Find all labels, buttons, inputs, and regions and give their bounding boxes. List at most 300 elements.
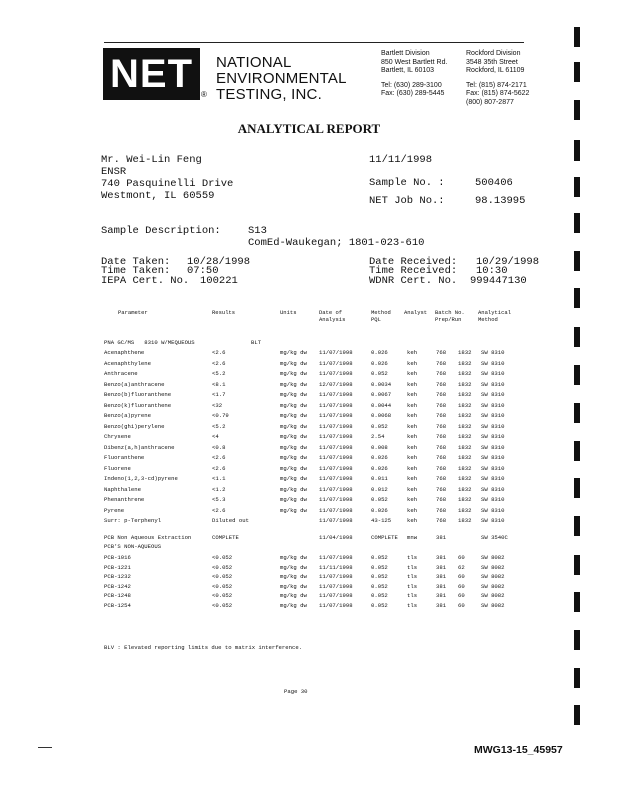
time-received-label: Time Received: bbox=[369, 265, 458, 277]
cell-parameter: Fluoranthene bbox=[104, 454, 145, 461]
cell-parameter: Surr: p-Terphenyl bbox=[104, 517, 162, 524]
margin-mark bbox=[574, 251, 580, 271]
cell-analyst: tls bbox=[407, 602, 418, 609]
cell-batch-prep: 768 bbox=[436, 506, 447, 514]
cell-analytical: SW 8310 bbox=[481, 380, 505, 388]
cell-result: <0.052 bbox=[212, 554, 233, 561]
cell-parameter: Fluorene bbox=[104, 464, 131, 472]
cell-result: <2.6 bbox=[212, 359, 226, 367]
sample-desc: S13 bbox=[248, 225, 267, 237]
cell-analytical: SW 8082 bbox=[481, 554, 505, 561]
office-name: Rockford Division bbox=[466, 50, 521, 57]
cell-units: mg/kg dw bbox=[280, 422, 307, 430]
col-results: Results bbox=[212, 309, 236, 316]
cell-date: 11/11/1998 bbox=[319, 563, 353, 571]
margin-mark bbox=[574, 555, 580, 575]
cell-batch-prep: 768 bbox=[436, 475, 447, 482]
cell-units: mg/kg dw bbox=[280, 602, 307, 609]
cell-method: 0.052 bbox=[371, 554, 388, 561]
registered-mark: ® bbox=[201, 90, 207, 99]
cell-batch-run: 60 bbox=[458, 573, 465, 581]
cell-method: 0.052 bbox=[371, 563, 388, 571]
cell-method: 0.052 bbox=[371, 370, 388, 377]
cell-method: 0.026 bbox=[371, 464, 388, 472]
cell-parameter: PCB-1232 bbox=[104, 573, 131, 581]
table-row bbox=[0, 486, 618, 495]
cell-method: 0.052 bbox=[371, 422, 388, 430]
cell-batch-prep: 768 bbox=[436, 349, 447, 356]
cell-analyst: keh bbox=[407, 475, 418, 482]
table-row bbox=[0, 349, 618, 358]
cell-analytical: SW 8310 bbox=[481, 412, 505, 419]
cell-analyst: keh bbox=[407, 412, 418, 419]
sample-no-label: Sample No. : bbox=[369, 177, 445, 189]
header-rule bbox=[104, 42, 524, 43]
cell-date: 11/07/1998 bbox=[319, 401, 353, 409]
col-analyst: Analyst bbox=[404, 309, 428, 316]
cell-parameter: Benzo(a)anthracene bbox=[104, 380, 165, 388]
cell-batch-run: 1832 bbox=[458, 443, 472, 451]
cell-analytical: SW 8082 bbox=[481, 563, 505, 571]
cell-units: mg/kg dw bbox=[280, 349, 307, 356]
cell-units: mg/kg dw bbox=[280, 464, 307, 472]
cell-date: 11/07/1998 bbox=[319, 349, 353, 356]
cell-units: mg/kg dw bbox=[280, 359, 307, 367]
client-street: 740 Pasquinelli Drive bbox=[101, 178, 234, 190]
cell-date: 11/04/1998 bbox=[319, 534, 353, 541]
cell-parameter: Benzo(k)fluoranthene bbox=[104, 401, 172, 409]
cell-batch-prep: 768 bbox=[436, 380, 447, 388]
margin-mark bbox=[574, 630, 580, 650]
cell-analytical: SW 8310 bbox=[481, 517, 505, 524]
cell-method: 0.026 bbox=[371, 506, 388, 514]
cell-analyst: keh bbox=[407, 464, 418, 472]
cell-parameter: Dibenz(a,h)anthracene bbox=[104, 443, 175, 451]
cell-method: 0.026 bbox=[371, 454, 388, 461]
cell-batch-run: 1832 bbox=[458, 380, 472, 388]
cell-analyst: keh bbox=[407, 517, 418, 524]
cell-method: COMPLETE bbox=[371, 534, 398, 541]
margin-mark bbox=[574, 441, 580, 461]
cell-analytical: SW 8082 bbox=[481, 592, 505, 600]
table-row bbox=[0, 433, 618, 442]
cell-units: mg/kg dw bbox=[280, 506, 307, 514]
cell-parameter: Acenaphthene bbox=[104, 349, 145, 356]
cell-result: <0.052 bbox=[212, 602, 233, 609]
cell-analyst: keh bbox=[407, 506, 418, 514]
cell-analyst: keh bbox=[407, 454, 418, 461]
sample-no: 500406 bbox=[475, 177, 513, 189]
cell-method: 0.008 bbox=[371, 443, 388, 451]
cell-result: COMPLETE bbox=[212, 534, 239, 541]
cell-analyst: keh bbox=[407, 401, 418, 409]
table-row bbox=[0, 507, 618, 516]
office-tel: Tel: (815) 874-2171 bbox=[466, 81, 527, 89]
col-date: Date of Analysis bbox=[319, 309, 346, 323]
cell-batch-run: 1832 bbox=[458, 401, 472, 409]
cell-analyst: keh bbox=[407, 485, 418, 493]
cell-analyst: keh bbox=[407, 422, 418, 430]
col-method: Method PQL bbox=[371, 309, 391, 323]
table-row bbox=[0, 573, 618, 582]
cell-method: 0.052 bbox=[371, 582, 388, 590]
cell-result: <8.1 bbox=[212, 380, 226, 388]
cell-batch-run: 1832 bbox=[458, 433, 472, 440]
table-row bbox=[0, 465, 618, 474]
time-taken-label: Time Taken: bbox=[101, 265, 171, 277]
cell-units: mg/kg dw bbox=[280, 582, 307, 590]
cell-analytical: SW 8082 bbox=[481, 573, 505, 581]
company-name-line-2: ENVIRONMENTAL bbox=[216, 70, 347, 87]
cell-analyst: keh bbox=[407, 496, 418, 503]
cell-batch-prep: 381 bbox=[436, 534, 447, 541]
cell-batch-prep: 768 bbox=[436, 464, 447, 472]
office-city: Rockford, IL 61109 bbox=[466, 67, 525, 74]
cell-method: 0.026 bbox=[371, 359, 388, 367]
cell-result: <2.6 bbox=[212, 454, 226, 461]
col-units: Units bbox=[280, 309, 297, 316]
cell-batch-prep: 768 bbox=[436, 496, 447, 503]
table-row bbox=[0, 517, 618, 526]
cell-result: <0.8 bbox=[212, 443, 226, 451]
client-name: Mr. Wei-Lin Feng bbox=[101, 154, 202, 166]
time-taken: 07:50 bbox=[187, 265, 219, 277]
cell-batch-prep: 768 bbox=[436, 443, 447, 451]
office-bartlett bbox=[381, 50, 447, 99]
cell-parameter: Benzo(ghi)perylene bbox=[104, 422, 165, 430]
iepa-label: IEPA Cert. No. bbox=[101, 275, 190, 287]
cell-analyst: keh bbox=[407, 359, 418, 367]
cell-analytical: SW 3540C bbox=[481, 534, 508, 541]
cell-method: 0.052 bbox=[371, 573, 388, 581]
margin-mark bbox=[574, 177, 580, 197]
date-received-label: Date Received: bbox=[369, 256, 458, 268]
cell-units: mg/kg dw bbox=[280, 485, 307, 493]
table-row bbox=[0, 360, 618, 369]
cell-analytical: SW 8310 bbox=[481, 464, 505, 472]
cell-analytical: SW 8310 bbox=[481, 443, 505, 451]
cell-parameter: PCB-1242 bbox=[104, 582, 131, 590]
cell-method: 0.052 bbox=[371, 592, 388, 600]
cell-parameter: PCB-1221 bbox=[104, 563, 131, 571]
cell-units: mg/kg dw bbox=[280, 573, 307, 581]
cell-batch-prep: 768 bbox=[436, 391, 447, 398]
cell-batch-prep: 381 bbox=[436, 563, 447, 571]
cell-parameter: PCB-1254 bbox=[104, 602, 131, 609]
table-row bbox=[0, 564, 618, 573]
cell-result: <0.79 bbox=[212, 412, 229, 419]
cell-analytical: SW 8310 bbox=[481, 359, 505, 367]
cell-units: mg/kg dw bbox=[280, 370, 307, 377]
cell-batch-prep: 768 bbox=[436, 517, 447, 524]
cell-parameter: Acenaphthylene bbox=[104, 359, 151, 367]
date-taken-label: Date Taken: bbox=[101, 256, 171, 268]
cell-date: 11/07/1998 bbox=[319, 443, 353, 451]
margin-mark bbox=[574, 365, 580, 385]
office-street: 3548 35th Street bbox=[466, 58, 518, 66]
cell-batch-prep: 381 bbox=[436, 602, 447, 609]
cell-analytical: SW 8310 bbox=[481, 506, 505, 514]
wdnr-label: WDNR Cert. No. bbox=[369, 275, 458, 287]
wdnr-cert: 999447130 bbox=[470, 275, 527, 287]
cell-parameter: Naphthalene bbox=[104, 485, 141, 493]
cell-analyst: tls bbox=[407, 554, 418, 561]
cell-batch-prep: 381 bbox=[436, 592, 447, 600]
sample-desc-site: ComEd-Waukegan; 1801-023-610 bbox=[248, 237, 425, 249]
cell-result: <2.6 bbox=[212, 349, 226, 356]
table-row bbox=[0, 444, 618, 453]
cell-date: 11/07/1998 bbox=[319, 359, 353, 367]
cell-units: mg/kg dw bbox=[280, 475, 307, 482]
company-name-line-3: TESTING, INC. bbox=[216, 86, 322, 103]
cell-analyst: keh bbox=[407, 380, 418, 388]
cell-date: 11/07/1998 bbox=[319, 592, 353, 600]
cell-batch-run: 1832 bbox=[458, 370, 472, 377]
cell-units: mg/kg dw bbox=[280, 443, 307, 451]
cell-batch-run: 62 bbox=[458, 563, 465, 571]
cell-parameter: Pyrene bbox=[104, 506, 125, 514]
cell-batch-prep: 768 bbox=[436, 412, 447, 419]
cell-method: 0.0044 bbox=[371, 401, 392, 409]
cell-analytical: SW 8082 bbox=[481, 602, 505, 609]
margin-mark bbox=[574, 327, 580, 347]
office-name: Bartlett Division bbox=[381, 50, 430, 57]
cell-parameter: Benzo(a)pyrene bbox=[104, 412, 151, 419]
cell-result: <1.1 bbox=[212, 475, 226, 482]
cell-result: <0.052 bbox=[212, 573, 233, 581]
cell-batch-prep: 768 bbox=[436, 370, 447, 377]
cell-batch-prep: 381 bbox=[436, 582, 447, 590]
cell-result: <0.052 bbox=[212, 563, 233, 571]
cell-result: <4 bbox=[212, 433, 219, 440]
margin-mark bbox=[574, 100, 580, 120]
cell-analytical: SW 8310 bbox=[481, 422, 505, 430]
cell-date: 11/07/1998 bbox=[319, 517, 353, 524]
cell-batch-run: 1832 bbox=[458, 422, 472, 430]
report-title: ANALYTICAL REPORT bbox=[237, 121, 381, 136]
table-row bbox=[0, 412, 618, 421]
cell-analyst: tls bbox=[407, 592, 418, 600]
cell-date: 11/07/1998 bbox=[319, 554, 353, 561]
margin-mark bbox=[574, 27, 580, 47]
cell-analytical: SW 8310 bbox=[481, 370, 505, 377]
cell-parameter: PCB Non Aqueous Extraction bbox=[104, 534, 192, 541]
cell-batch-run: 1832 bbox=[458, 454, 472, 461]
cell-analyst: keh bbox=[407, 433, 418, 440]
margin-mark bbox=[574, 403, 580, 423]
table-row bbox=[0, 602, 618, 611]
cell-method: 0.011 bbox=[371, 475, 388, 482]
cell-batch-run: 60 bbox=[458, 582, 465, 590]
table-row bbox=[0, 423, 618, 432]
cell-date: 11/07/1998 bbox=[319, 433, 353, 440]
section-label-pna: PNA GC/MS 8310 W/MEQUEOUS bbox=[104, 339, 195, 346]
cell-analytical: SW 8310 bbox=[481, 391, 505, 398]
cell-analytical: SW 8310 bbox=[481, 485, 505, 493]
cell-result: <2.6 bbox=[212, 464, 226, 472]
cell-analytical: SW 8082 bbox=[481, 582, 505, 590]
cell-date: 11/07/1998 bbox=[319, 422, 353, 430]
cell-method: 0.026 bbox=[371, 349, 388, 356]
table-row bbox=[0, 475, 618, 484]
cell-batch-run: 1832 bbox=[458, 506, 472, 514]
cell-batch-run: 1832 bbox=[458, 359, 472, 367]
cell-batch-prep: 768 bbox=[436, 433, 447, 440]
table-row bbox=[0, 402, 618, 411]
table-row bbox=[0, 534, 618, 543]
cell-batch-run: 60 bbox=[458, 554, 465, 561]
footnote: BLV : Elevated reporting limits due to matrix interference. bbox=[104, 644, 303, 651]
company-name-line-1: NATIONAL bbox=[216, 54, 292, 71]
table-row bbox=[0, 454, 618, 463]
margin-dash bbox=[38, 747, 52, 748]
cell-units: mg/kg dw bbox=[280, 454, 307, 461]
cell-units: mg/kg dw bbox=[280, 554, 307, 561]
time-received: 10:30 bbox=[476, 265, 508, 277]
job-no: 98.13995 bbox=[475, 195, 526, 207]
table-row bbox=[0, 583, 618, 592]
cell-batch-run: 1832 bbox=[458, 496, 472, 503]
cell-batch-run: 1832 bbox=[458, 485, 472, 493]
cell-parameter: Benzo(b)fluoranthene bbox=[104, 391, 172, 398]
section-label-pcb: PCB'S NON-AQUEOUS bbox=[104, 543, 162, 550]
cell-analyst: keh bbox=[407, 391, 418, 398]
cell-parameter: Phenanthrene bbox=[104, 496, 145, 503]
cell-method: 0.0068 bbox=[371, 412, 392, 419]
cell-analyst: tls bbox=[407, 582, 418, 590]
iepa-cert: 100221 bbox=[200, 275, 238, 287]
margin-mark bbox=[574, 668, 580, 688]
cell-method: 0.052 bbox=[371, 602, 388, 609]
cell-date: 11/07/1998 bbox=[319, 412, 353, 419]
net-logo: NET bbox=[103, 48, 200, 100]
cell-date: 11/07/1998 bbox=[319, 496, 353, 503]
cell-date: 11/07/1998 bbox=[319, 582, 353, 590]
cell-result: <5.2 bbox=[212, 422, 226, 430]
cell-units: mg/kg dw bbox=[280, 592, 307, 600]
document-code: MWG13-15_45957 bbox=[474, 744, 563, 756]
office-fax: Fax: (630) 289-5445 bbox=[381, 90, 445, 97]
page-number: Page 30 bbox=[284, 688, 308, 695]
client-org: ENSR bbox=[101, 166, 127, 178]
office-city: Bartlett, IL 60103 bbox=[381, 67, 435, 74]
margin-mark bbox=[574, 478, 580, 498]
cell-result: <5.3 bbox=[212, 496, 226, 503]
cell-method: 43-125 bbox=[371, 517, 392, 524]
cell-date: 11/07/1998 bbox=[319, 573, 353, 581]
margin-mark bbox=[574, 140, 580, 161]
cell-result: <32 bbox=[212, 401, 223, 409]
cell-analyst: keh bbox=[407, 370, 418, 377]
cell-units: mg/kg dw bbox=[280, 401, 307, 409]
cell-units: mg/kg dw bbox=[280, 380, 307, 388]
cell-batch-prep: 768 bbox=[436, 422, 447, 430]
cell-batch-run: 60 bbox=[458, 602, 465, 609]
cell-parameter: PCB-1248 bbox=[104, 592, 131, 600]
cell-batch-run: 60 bbox=[458, 592, 465, 600]
cell-batch-prep: 768 bbox=[436, 454, 447, 461]
cell-batch-run: 1832 bbox=[458, 475, 472, 482]
cell-units: mg/kg dw bbox=[280, 563, 307, 571]
cell-analytical: SW 8310 bbox=[481, 496, 505, 503]
cell-date: 11/07/1998 bbox=[319, 602, 353, 609]
office-street: 850 West Bartlett Rd. bbox=[381, 58, 448, 66]
section-flag-pna: BLT bbox=[251, 339, 262, 346]
cell-date: 11/07/1998 bbox=[319, 370, 353, 377]
cell-units: mg/kg dw bbox=[280, 433, 307, 440]
office-tel: Tel: (630) 289-3100 bbox=[381, 81, 442, 89]
cell-date: 11/07/1998 bbox=[319, 391, 353, 398]
cell-batch-run: 1832 bbox=[458, 349, 472, 356]
cell-date: 11/07/1998 bbox=[319, 475, 353, 482]
cell-result: <1.7 bbox=[212, 391, 226, 398]
table-row bbox=[0, 496, 618, 505]
cell-result: <0.052 bbox=[212, 592, 233, 600]
cell-date: 12/07/1998 bbox=[319, 380, 353, 388]
table-row bbox=[0, 391, 618, 400]
cell-parameter: Chrysene bbox=[104, 433, 131, 440]
margin-mark bbox=[574, 516, 580, 536]
cell-analytical: SW 8310 bbox=[481, 349, 505, 356]
cell-units: mg/kg dw bbox=[280, 496, 307, 503]
cell-analyst: tls bbox=[407, 563, 418, 571]
cell-analytical: SW 8310 bbox=[481, 454, 505, 461]
cell-analytical: SW 8310 bbox=[481, 433, 505, 440]
cell-batch-run: 1832 bbox=[458, 412, 472, 419]
cell-date: 11/07/1998 bbox=[319, 464, 353, 472]
cell-batch-run: 1832 bbox=[458, 517, 472, 524]
cell-batch-prep: 381 bbox=[436, 573, 447, 581]
table-row bbox=[0, 554, 618, 563]
margin-mark bbox=[574, 62, 580, 82]
cell-analyst: tls bbox=[407, 573, 418, 581]
cell-result: <1.2 bbox=[212, 485, 226, 493]
cell-analytical: SW 8310 bbox=[481, 475, 505, 482]
cell-parameter: Indeno(1,2,3-cd)pyrene bbox=[104, 475, 178, 482]
office-rockford bbox=[466, 50, 529, 107]
cell-analyst: keh bbox=[407, 443, 418, 451]
cell-batch-prep: 768 bbox=[436, 359, 447, 367]
col-batch: Batch No. Prep/Run bbox=[435, 309, 465, 323]
cell-batch-run: 1832 bbox=[458, 464, 472, 472]
cell-method: 0.0067 bbox=[371, 391, 392, 398]
cell-batch-prep: 768 bbox=[436, 401, 447, 409]
table-row bbox=[0, 592, 618, 601]
margin-mark bbox=[574, 705, 580, 725]
table-row bbox=[0, 381, 618, 390]
cell-date: 11/07/1998 bbox=[319, 485, 353, 493]
sample-desc-label: Sample Description: bbox=[101, 225, 221, 237]
margin-mark bbox=[574, 592, 580, 612]
client-city: Westmont, IL 60559 bbox=[101, 190, 215, 202]
cell-date: 11/07/1998 bbox=[319, 506, 353, 514]
cell-analyst: mnw bbox=[407, 534, 418, 541]
cell-batch-run: 1832 bbox=[458, 391, 472, 398]
date-taken: 10/28/1998 bbox=[187, 256, 251, 268]
cell-units: mg/kg dw bbox=[280, 412, 307, 419]
cell-result: <2.6 bbox=[212, 506, 226, 514]
cell-batch-prep: 381 bbox=[436, 554, 447, 561]
cell-method: 0.052 bbox=[371, 496, 388, 503]
col-parameter: Parameter bbox=[118, 309, 148, 316]
cell-analyst: keh bbox=[407, 349, 418, 356]
cell-result: Diluted out bbox=[212, 517, 249, 524]
cell-batch-prep: 768 bbox=[436, 485, 447, 493]
col-analytical: Analytical Method bbox=[478, 309, 512, 323]
cell-method: 2.54 bbox=[371, 433, 385, 440]
office-extra: (800) 807-2877 bbox=[466, 98, 514, 106]
cell-units: mg/kg dw bbox=[280, 391, 307, 398]
